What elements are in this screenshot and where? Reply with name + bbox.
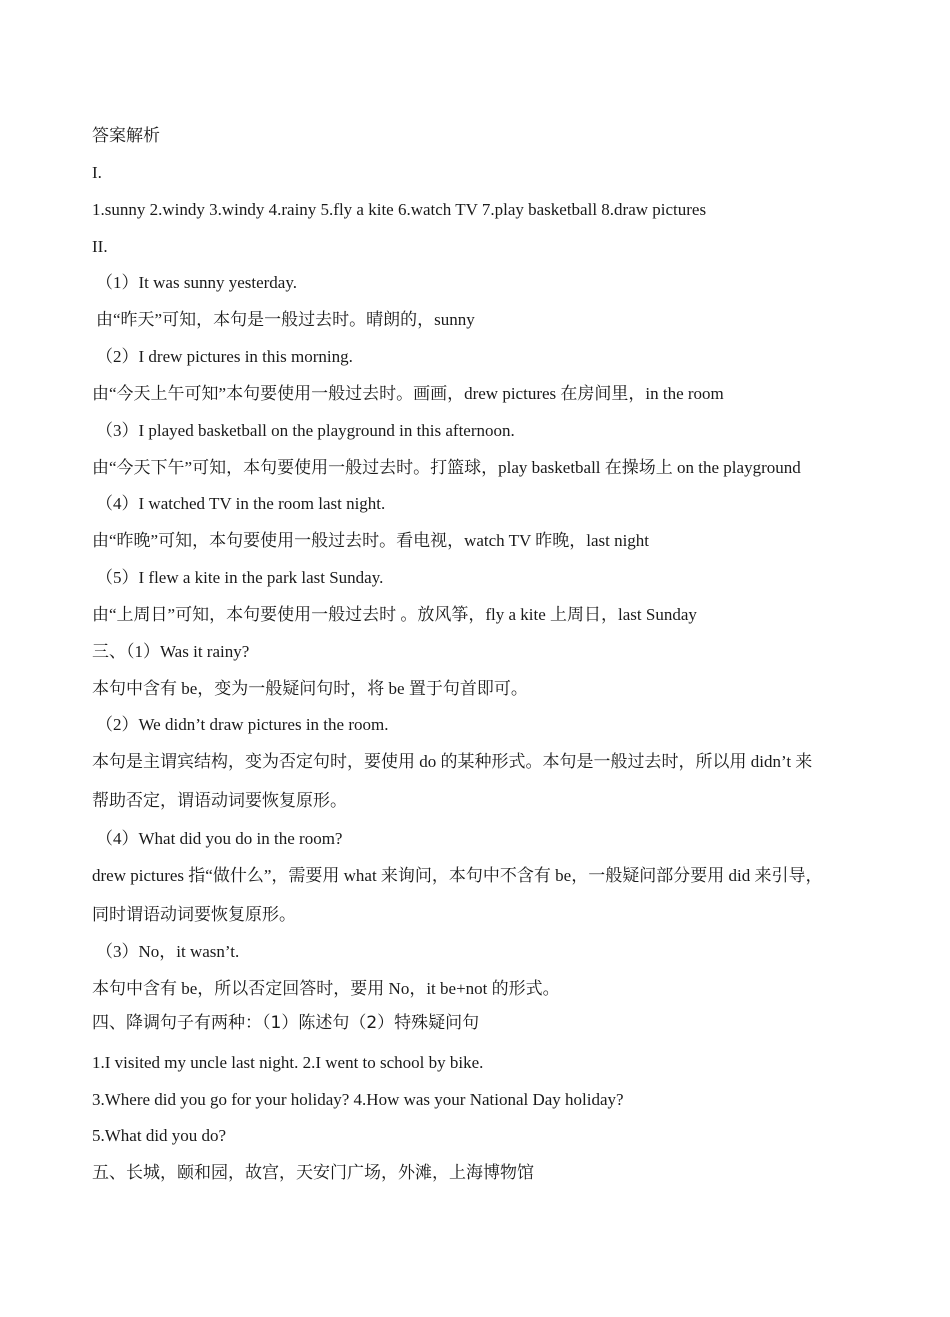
section4-line-2: 3.Where did you go for your holiday? 4.How was your National Day holiday? [92,1090,624,1109]
section3-question-4: （4）What did you do in the room? [96,829,343,848]
section4-line-1: 1.I visited my uncle last night. 2.I went to school by bike. [92,1053,484,1072]
section2-question-2: （2）I drew pictures in this morning. [96,347,353,366]
section5-text: 五、长城，颐和园，故宫，天安门广场，外滩，上海博物馆 [92,1163,534,1183]
section1-answers: 1.sunny 2.windy 3.windy 4.rainy 5.fly a kite 6.watch TV 7.play basketball 8.draw pictures [92,200,707,219]
section2-question-4: （4）I watched TV in the room last night. [96,494,386,513]
section2-explanation-5: 由“上周日”可知，本句要使用一般过去时 。放风筝，fly a kite 上周日，last Sunday [92,605,697,624]
page-title: 答案解析 [92,126,160,146]
section3-explanation-2b: 帮助否定，谓语动词要恢复原形。 [92,791,347,810]
section1-heading: I. [92,163,102,182]
section2-explanation-3: 由“今天下午”可知，本句要使用一般过去时。打篮球，play basketball 在操场上 on the playground [92,458,801,477]
section2-question-5: （5）I flew a kite in the park last Sunday. [96,568,384,587]
section3-question-1: 三、（1）Was it rainy? [92,642,250,661]
section3-explanation-4b: 同时谓语动词要恢复原形。 [92,905,296,924]
section3-explanation-1: 本句中含有 be，变为一般疑问句时，将 be 置于句首即可。 [92,679,528,698]
section4-heading: 四、降调句子有两种：（1）陈述句（2）特殊疑问句 [92,1013,480,1033]
section3-explanation-2a: 本句是主谓宾结构，变为否定句时，要使用 do 的某种形式。本句是一般过去时，所以用 didn’t 来 [92,752,813,771]
section3-explanation-4a: drew pictures 指“做什么”，需要用 what 来询问，本句中不含有 be，一般疑问部分要用 did 来引导， [92,866,823,885]
section4-line-3: 5.What did you do? [92,1126,227,1145]
section2-explanation-4: 由“昨晚”可知，本句要使用一般过去时。看电视，watch TV 昨晚，last night [92,531,650,550]
section2-explanation-2: 由“今天上午可知”本句要使用一般过去时。画画，drew pictures 在房间里，in the room [92,384,724,403]
section3-question-2: （2）We didn’t draw pictures in the room. [96,715,389,734]
section2-explanation-1: 由“昨天”可知，本句是一般过去时。晴朗的，sunny [96,310,475,329]
section3-explanation-3: 本句中含有 be，所以否定回答时，要用 No，it be+not 的形式。 [92,979,560,998]
section2-question-3: （3）I played basketball on the playground in this afternoon. [96,421,515,440]
section2-heading: II. [92,237,108,256]
section3-question-3: （3）No，it wasn’t. [96,942,240,961]
section2-question-1: （1）It was sunny yesterday. [96,273,297,292]
